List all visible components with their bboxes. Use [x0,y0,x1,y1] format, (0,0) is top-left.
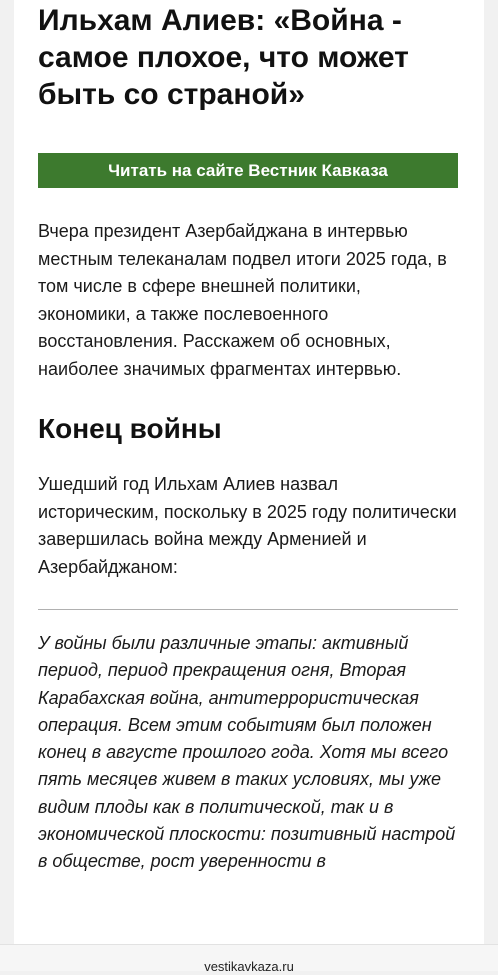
url-label[interactable]: vestikavkaza.ru [204,959,294,974]
section-paragraph: Ушедший год Ильхам Алиев назвал историческим, поскольку в 2025 году политически завершилась война между Арменией и Азербайджаном: [38,474,457,577]
quote-divider [38,609,458,610]
article-title: Ильхам Алиев: «Война - самое плохое, что может быть со страной» [38,4,409,111]
article-intro: Вчера президент Азербайджана в интервью местным телеканалам подвел итоги 2025 года, в том числе в сфере внешней политики, экономики, а также послевоенного восстановления. Расскажем об основных, наиболее значимых фрагментах интервью. [38,221,447,379]
section-heading: Конец войны [38,413,222,444]
article-quote: У войны были различные этапы: активный период, период прекращения огня, Вторая Карабахская война, антитеррористическая операция. Всем этим событиям был положен конец в августе прошлого года. Хотя мы всего пять месяцев живем в таких условиях, мы уже видим плоды как в политической, так и в экономической плоскости: позитивный настрой в обществе, рост уверенности в [38,633,456,872]
article-page [14,0,484,944]
browser-address-bar[interactable] [0,944,498,974]
read-on-site-button[interactable]: Читать на сайте Вестник Кавказа [38,153,458,188]
article-content [38,0,458,876]
